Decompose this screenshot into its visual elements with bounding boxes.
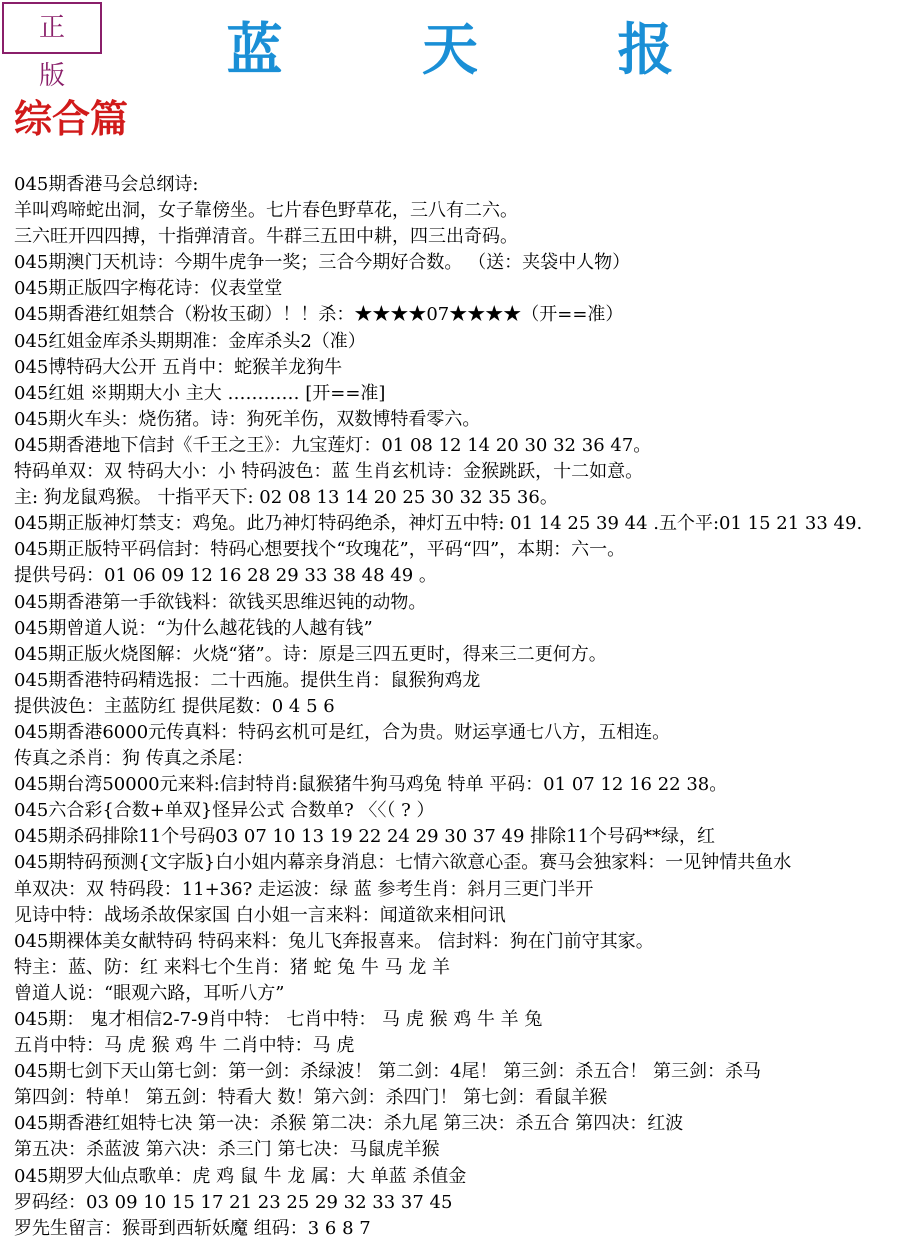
text-line: 045期香港地下信封《千王之王》：九宝莲灯：01 08 12 14 20 30 32 36 47。	[14, 434, 652, 456]
text-line: 045期正版特平码信封：特码心想要找个“玫瑰花”，平码“四”，本期：六一。	[14, 539, 626, 561]
text-line: 045期香港马会总纲诗:	[14, 174, 199, 195]
text-line: 第四剑：特单！ 第五剑：特看大 数！第六剑：杀四门！ 第七剑：看鼠羊猴	[14, 1087, 608, 1109]
text-line: 045期裸体美女献特码 特码来料：兔儿飞奔报喜来。 信封料：狗在门前守其家。	[14, 930, 654, 952]
text-line: 045期香港红姐特七决 第一决：杀猴 第二决：杀九尾 第三决：杀五合 第四决：红波	[14, 1113, 684, 1135]
text-line: 045六合彩{合数+单双}怪异公式 合数单? 〈〈（ ? ）	[14, 800, 435, 822]
text-line: 五肖中特：马 虎 猴 鸡 牛 二肖中特：马 虎	[14, 1035, 355, 1057]
text-line: 045期香港第一手欲钱料：欲钱买思维迟钝的动物。	[14, 591, 427, 613]
text-line: 045期曾道人说：“为什么越花钱的人越有钱”	[14, 617, 373, 639]
text-line: 罗码经：03 09 10 15 17 21 23 25 29 32 33 37 45	[14, 1191, 453, 1213]
text-line: 045期台湾50000元来料:信封特肖:鼠猴猪牛狗马鸡兔 特单 平码：01 07 12 16 22 38。	[14, 774, 728, 796]
text-line: 045期罗大仙点歌单：虎 鸡 鼠 牛 龙 属：大 单蓝 杀值金	[14, 1165, 467, 1187]
text-line: 045期香港6000元传真料：特码玄机可是红，合为贵。财运享通七八方，五相连。	[14, 721, 671, 743]
text-line: 045期香港特码精选报：二十西施。提供生肖：鼠猴狗鸡龙	[14, 669, 481, 691]
text-line: 045期正版四字梅花诗：仪表堂堂	[14, 278, 283, 300]
text-line: 045博特码大公开 五肖中：蛇猴羊龙狗牛	[14, 356, 343, 378]
text-line: 曾道人说：“眼观六路，耳听八方”	[14, 982, 285, 1004]
text-line: 045期： 鬼才相信2-7-9肖中特： 七肖中特： 马 虎 猴 鸡 牛 羊 兔	[14, 1009, 543, 1030]
text-line: 见诗中特：战场杀故保家国 白小姐一言来料：闻道欲来相问讯	[14, 904, 506, 926]
text-line: 045期正版火烧图解：火烧“猪”。诗：原是三四五更时，得来三二更何方。	[14, 643, 607, 665]
text-line: 045期七剑下天山第七剑：第一剑：杀绿波！ 第二剑：4尾！ 第三剑：杀五合！ 第三剑：杀马	[14, 1061, 761, 1083]
text-line: 特码单双：双 特码大小：小 特码波色：蓝 生肖玄机诗：金猴跳跃，十二如意。	[14, 461, 644, 483]
content-body	[14, 172, 898, 1242]
page-title: 蓝 天 报	[226, 17, 734, 83]
text-line: 045期正版神灯禁支：鸡兔。此乃神灯特码绝杀，神灯五中特: 01 14 25 39 44 .五个平:01 15 21 33 49.	[14, 513, 863, 535]
text-line: 三六旺开四四搏，十指弹清音。牛群三五田中耕，四三出奇码。	[14, 226, 518, 248]
edition-badge: 正 版	[2, 2, 102, 54]
text-line: 羊叫鸡啼蛇出洞，女子靠傍坐。七片春色野草花，三八有二六。	[14, 200, 518, 222]
text-line: 045期澳门天机诗：今期牛虎争一奖；三合今期好合数。 （送：夹袋中人物）	[14, 252, 631, 274]
section-heading: 综合篇	[14, 96, 129, 141]
text-line: 传真之杀肖：狗 传真之杀尾：	[14, 748, 254, 770]
text-line: 045红姐金库杀头期期准：金库杀头2（准）	[14, 330, 366, 352]
text-line: 罗先生留言：猴哥到西斩妖魔 组码：3 6 8 7	[14, 1217, 371, 1239]
text-line: 特主：蓝、防：红 来料七个生肖：猪 蛇 兔 牛 马 龙 羊	[14, 956, 451, 978]
text-line: 单双决：双 特码段：11+36? 走运波：绿 蓝 参考生肖：斜月三更门半开	[14, 878, 594, 900]
text-line: 045红姐 ※期期大小 主大 ………… [开==准]	[14, 382, 386, 404]
text-line: 045期特码预测{文字版}白小姐内幕亲身消息：七情六欲意心歪。赛马会独家料：一见钟情共鱼水	[14, 852, 792, 874]
text-line: 第五决：杀蓝波 第六决：杀三门 第七决：马鼠虎羊猴	[14, 1139, 440, 1161]
text-line: 045期香港红姐禁合（粉妆玉砌）！！杀：★★★★07★★★★（开==准）	[14, 304, 624, 326]
text-line: 主: 狗龙鼠鸡猴。 十指平天下: 02 08 13 14 20 25 30 32 35 36。	[14, 487, 558, 509]
text-line: 045期杀码排除11个号码03 07 10 13 19 22 24 29 30 37 49 排除11个号码**绿，红	[14, 826, 716, 848]
text-line: 提供号码：01 06 09 12 16 28 29 33 38 48 49 。	[14, 565, 437, 587]
text-line: 045期火车头：烧伤猪。诗：狗死羊伤，双数博特看零六。	[14, 408, 481, 430]
text-line: 提供波色：主蓝防红 提供尾数：0 4 5 6	[14, 695, 335, 717]
